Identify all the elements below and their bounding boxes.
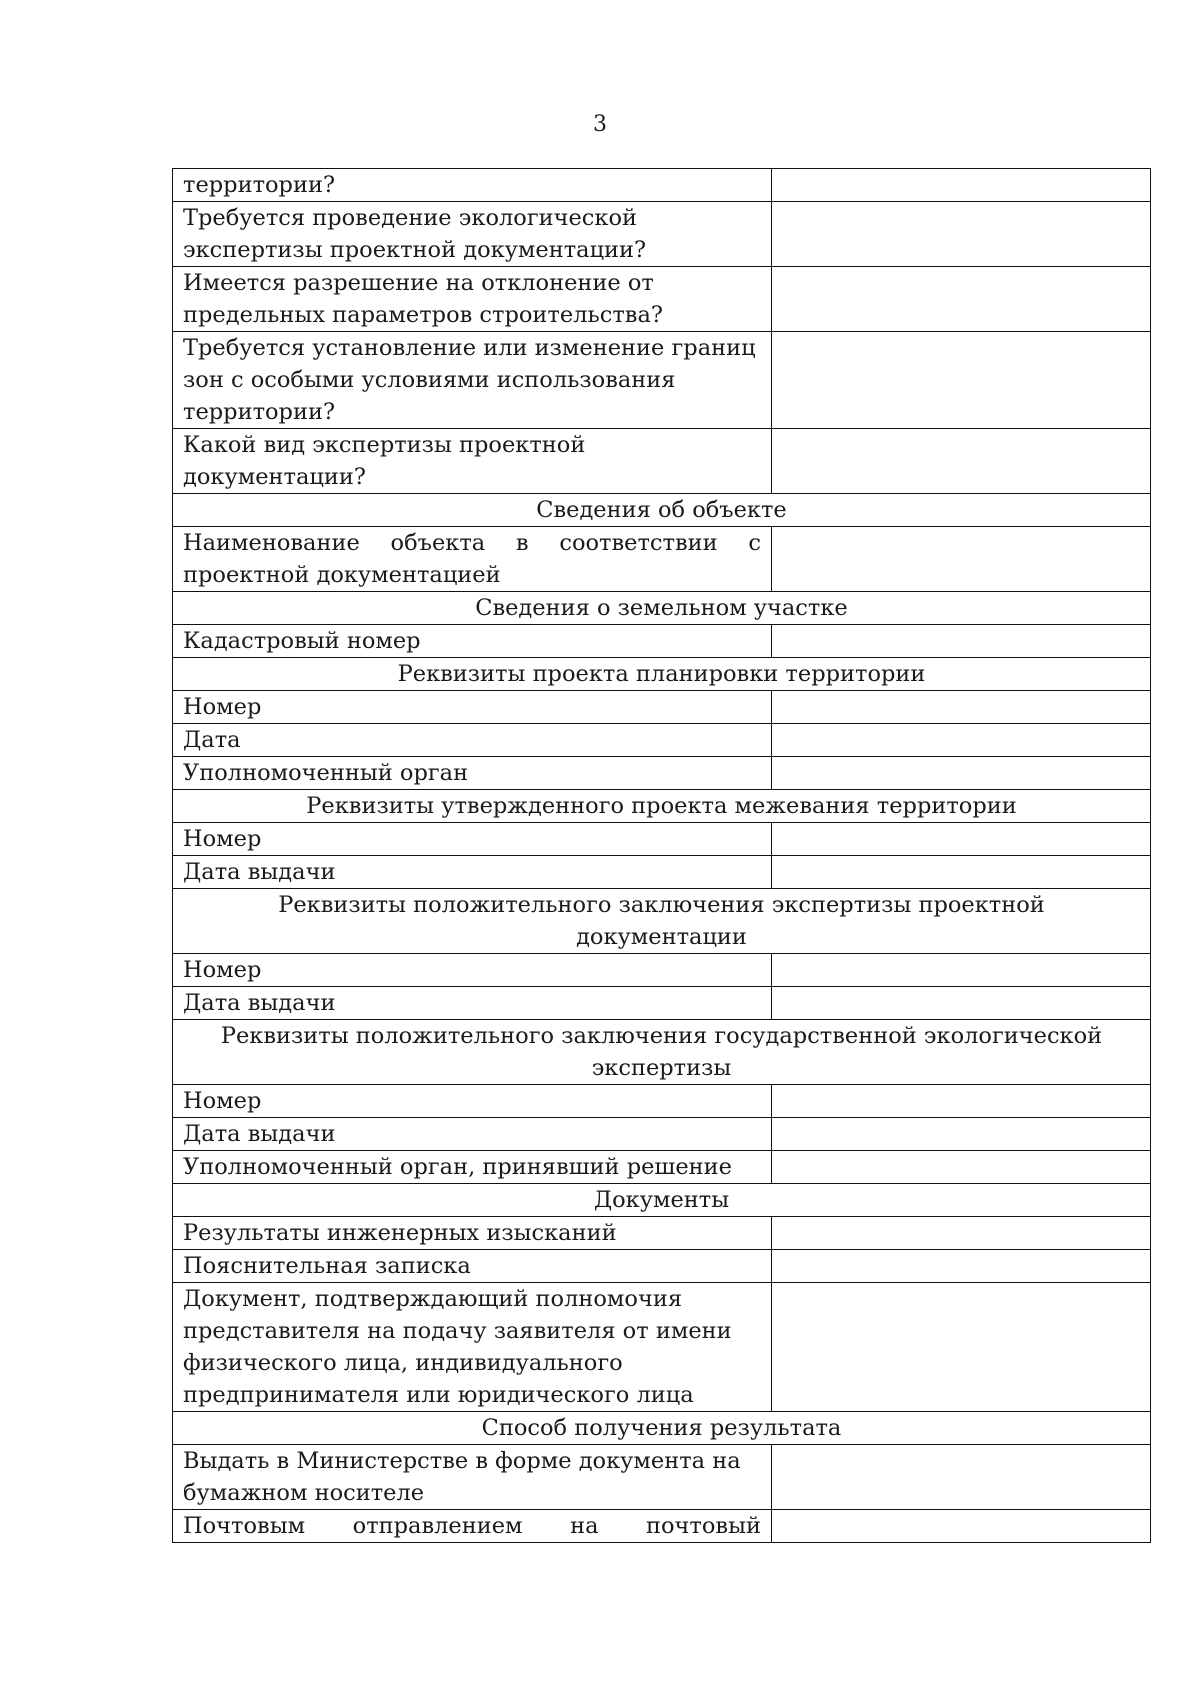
field-label: Результаты инженерных изысканий — [173, 1217, 772, 1250]
section-header: Сведения об объекте — [173, 494, 1151, 527]
form-field-row — [173, 1283, 1151, 1412]
field-label: Наименование объекта в соответствии с проектной документацией — [173, 527, 772, 592]
field-value-cell[interactable] — [772, 625, 1151, 658]
section-header-row — [173, 790, 1151, 823]
section-header-row — [173, 1020, 1151, 1085]
field-label: Номер — [173, 954, 772, 987]
field-value-cell[interactable] — [772, 429, 1151, 494]
field-label: Номер — [173, 691, 772, 724]
section-header-row — [173, 889, 1151, 954]
form-field-row — [173, 823, 1151, 856]
field-label: Номер — [173, 823, 772, 856]
field-label: Номер — [173, 1085, 772, 1118]
form-field-row — [173, 267, 1151, 332]
field-value-cell[interactable] — [772, 1510, 1151, 1543]
field-value-cell[interactable] — [772, 1445, 1151, 1510]
section-header-row — [173, 494, 1151, 527]
form-field-row — [173, 527, 1151, 592]
field-label: Дата выдачи — [173, 987, 772, 1020]
field-value-cell[interactable] — [772, 1250, 1151, 1283]
form-table-body — [173, 169, 1151, 1543]
field-value-cell[interactable] — [772, 757, 1151, 790]
field-label: Какой вид экспертизы проектной документации? — [173, 429, 772, 494]
field-label: Почтовым отправлением на почтовый — [173, 1510, 772, 1543]
section-header: Способ получения результата — [173, 1412, 1151, 1445]
field-value-cell[interactable] — [772, 1118, 1151, 1151]
form-field-row — [173, 1085, 1151, 1118]
field-label: Требуется проведение экологической экспертизы проектной документации? — [173, 202, 772, 267]
section-header: Реквизиты утвержденного проекта межевания территории — [173, 790, 1151, 823]
section-header: Реквизиты положительного заключения экспертизы проектной документации — [173, 889, 1151, 954]
form-field-row — [173, 1151, 1151, 1184]
form-field-row — [173, 724, 1151, 757]
form-field-row — [173, 1510, 1151, 1543]
field-label: Документ, подтверждающий полномочия представителя на подачу заявителя от имени физического лица, индивидуального предпринимателя или юридического лица — [173, 1283, 772, 1412]
form-field-row — [173, 169, 1151, 202]
field-value-cell[interactable] — [772, 1217, 1151, 1250]
page-number: 3 — [593, 112, 607, 137]
field-value-cell[interactable] — [772, 332, 1151, 429]
field-value-cell[interactable] — [772, 527, 1151, 592]
field-value-cell[interactable] — [772, 724, 1151, 757]
section-header-row — [173, 1412, 1151, 1445]
field-label: территории? — [173, 169, 772, 202]
section-header-row — [173, 592, 1151, 625]
field-value-cell[interactable] — [772, 1085, 1151, 1118]
section-header-row — [173, 658, 1151, 691]
application-form-table — [172, 168, 1151, 1543]
field-value-cell[interactable] — [772, 202, 1151, 267]
field-label: Выдать в Министерстве в форме документа на бумажном носителе — [173, 1445, 772, 1510]
field-value-cell[interactable] — [772, 1151, 1151, 1184]
form-field-row — [173, 691, 1151, 724]
section-header-row — [173, 1184, 1151, 1217]
field-label: Дата выдачи — [173, 856, 772, 889]
field-value-cell[interactable] — [772, 856, 1151, 889]
section-header: Реквизиты положительного заключения государственной экологической экспертизы — [173, 1020, 1151, 1085]
field-value-cell[interactable] — [772, 1283, 1151, 1412]
field-label: Дата — [173, 724, 772, 757]
field-label: Пояснительная записка — [173, 1250, 772, 1283]
field-label: Кадастровый номер — [173, 625, 772, 658]
form-field-row — [173, 1250, 1151, 1283]
field-label: Имеется разрешение на отклонение от предельных параметров строительства? — [173, 267, 772, 332]
form-field-row — [173, 332, 1151, 429]
form-field-row — [173, 1217, 1151, 1250]
section-header: Документы — [173, 1184, 1151, 1217]
form-field-row — [173, 1445, 1151, 1510]
form-field-row — [173, 987, 1151, 1020]
form-field-row — [173, 625, 1151, 658]
section-header: Сведения о земельном участке — [173, 592, 1151, 625]
field-value-cell[interactable] — [772, 987, 1151, 1020]
form-field-row — [173, 954, 1151, 987]
field-value-cell[interactable] — [772, 169, 1151, 202]
field-value-cell[interactable] — [772, 954, 1151, 987]
form-field-row — [173, 429, 1151, 494]
field-label: Уполномоченный орган — [173, 757, 772, 790]
form-field-row — [173, 1118, 1151, 1151]
field-value-cell[interactable] — [772, 267, 1151, 332]
field-label: Дата выдачи — [173, 1118, 772, 1151]
field-value-cell[interactable] — [772, 823, 1151, 856]
form-field-row — [173, 856, 1151, 889]
form-field-row — [173, 202, 1151, 267]
form-field-row — [173, 757, 1151, 790]
field-label: Требуется установление или изменение границ зон с особыми условиями использования территории? — [173, 332, 772, 429]
section-header: Реквизиты проекта планировки территории — [173, 658, 1151, 691]
field-label: Уполномоченный орган, принявший решение — [173, 1151, 772, 1184]
field-value-cell[interactable] — [772, 691, 1151, 724]
